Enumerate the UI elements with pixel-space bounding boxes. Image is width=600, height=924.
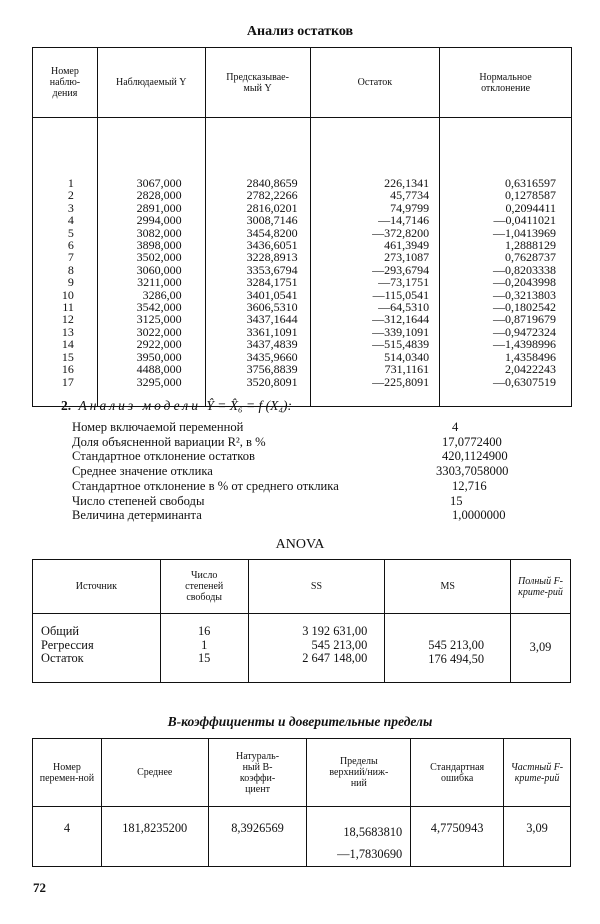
anova-source-total: Общий bbox=[41, 624, 80, 638]
cell-observed: 3950,000 bbox=[97, 351, 205, 363]
col-residual: Остаток bbox=[310, 48, 440, 118]
coef-col-mean: Среднее bbox=[101, 739, 208, 807]
cell-residual: 731,1161 bbox=[310, 363, 440, 375]
anova-ss-residual: 2 647 148,00 bbox=[302, 651, 368, 666]
cell-observed: 3295,000 bbox=[97, 376, 205, 407]
model-item-value: 17,0772400 bbox=[442, 434, 502, 449]
table-row bbox=[33, 276, 572, 288]
coef-se: 4,7750943 bbox=[411, 807, 504, 867]
table-row bbox=[33, 363, 572, 375]
cell-obs-number: 17 bbox=[33, 376, 98, 407]
table-row bbox=[33, 214, 572, 226]
cell-obs-number: 7 bbox=[33, 251, 98, 263]
page-number: 72 bbox=[33, 880, 46, 895]
cell-predicted: 3401,0541 bbox=[205, 289, 310, 301]
cell-normal-dev: 2,0422243 bbox=[440, 363, 572, 375]
cell-residual: —312,1644 bbox=[310, 313, 440, 325]
model-heading bbox=[61, 398, 292, 414]
cell-obs-number: 3 bbox=[33, 202, 98, 214]
cell-residual: 461,3949 bbox=[310, 239, 440, 251]
model-item-value: 4 bbox=[452, 420, 459, 434]
cell-observed: 3211,000 bbox=[97, 276, 205, 288]
anova-ms-regression: 545 213,00 bbox=[428, 638, 485, 652]
col-predicted: Предсказывае-мый Y bbox=[205, 48, 310, 118]
cell-observed: 4488,000 bbox=[97, 363, 205, 375]
anova-ms-cell bbox=[385, 614, 511, 683]
anova-f-cell bbox=[511, 614, 571, 683]
coef-var: 4 bbox=[33, 807, 102, 867]
anova-df-total: 16 bbox=[197, 624, 211, 638]
residuals-table bbox=[32, 47, 572, 407]
cell-observed: 3898,000 bbox=[97, 239, 205, 251]
cell-predicted: 2816,0201 bbox=[205, 202, 310, 214]
anova-col-df: Число степеней свободы bbox=[160, 560, 248, 614]
cell-observed: 2828,000 bbox=[97, 189, 205, 201]
cell-predicted: 3361,1091 bbox=[205, 326, 310, 338]
table-row bbox=[33, 118, 572, 190]
model-item-value: 12,716 bbox=[452, 478, 487, 493]
cell-residual: —515,4839 bbox=[310, 338, 440, 350]
cell-obs-number: 15 bbox=[33, 351, 98, 363]
anova-col-source: Источник bbox=[33, 560, 161, 614]
cell-predicted: 3756,8839 bbox=[205, 363, 310, 375]
cell-residual: —339,1091 bbox=[310, 326, 440, 338]
model-heading-number: 2. bbox=[61, 398, 72, 413]
cell-predicted: 3437,4839 bbox=[205, 338, 310, 350]
cell-normal-dev: —0,3213803 bbox=[440, 289, 572, 301]
anova-df-regression: 1 bbox=[201, 637, 208, 652]
cell-obs-number: 1 bbox=[33, 118, 98, 190]
cell-residual: 74,9799 bbox=[310, 202, 440, 214]
cell-residual: —225,8091 bbox=[310, 376, 440, 407]
cell-obs-number: 2 bbox=[33, 189, 98, 201]
anova-sources bbox=[33, 614, 161, 683]
table-row bbox=[33, 313, 572, 325]
cell-observed: 2922,000 bbox=[97, 338, 205, 350]
table-row bbox=[33, 351, 572, 363]
cell-obs-number: 4 bbox=[33, 214, 98, 226]
cell-predicted: 3454,8200 bbox=[205, 227, 310, 239]
cell-obs-number: 16 bbox=[33, 363, 98, 375]
cell-obs-number: 12 bbox=[33, 313, 98, 325]
cell-observed: 3542,000 bbox=[97, 301, 205, 313]
anova-df-cell bbox=[160, 614, 248, 683]
table-row bbox=[33, 301, 572, 313]
model-item-label: Номер включаемой переменной bbox=[72, 420, 244, 434]
cell-predicted: 3437,1644 bbox=[205, 313, 310, 325]
model-item-label: Число степеней свободы bbox=[72, 493, 205, 508]
cell-observed: 3067,000 bbox=[97, 118, 205, 190]
cell-normal-dev: —1,0413969 bbox=[440, 227, 572, 239]
anova-col-f: Полный F-крите-рий bbox=[511, 560, 571, 614]
model-item-label: Величина детерминанта bbox=[72, 508, 202, 523]
cell-residual: 226,1341 bbox=[310, 118, 440, 190]
anova-ms-residual: 176 494,50 bbox=[428, 651, 485, 666]
cell-obs-number: 8 bbox=[33, 264, 98, 276]
model-item-label: Стандартное отклонение остатков bbox=[72, 449, 256, 464]
anova-col-ms: MS bbox=[385, 560, 511, 614]
cell-predicted: 3353,6794 bbox=[205, 264, 310, 276]
table-row bbox=[33, 289, 572, 301]
table-row bbox=[33, 227, 572, 239]
anova-source-regression: Регрессия bbox=[41, 637, 94, 652]
cell-residual: —115,0541 bbox=[310, 289, 440, 301]
col-obs-number: Номер наблю-дения bbox=[33, 48, 98, 118]
cell-obs-number: 13 bbox=[33, 326, 98, 338]
cell-predicted: 3008,7146 bbox=[205, 214, 310, 226]
anova-table bbox=[32, 559, 571, 683]
cell-observed: 3022,000 bbox=[97, 326, 205, 338]
cell-normal-dev: 0,1278587 bbox=[440, 189, 572, 201]
coef-limits bbox=[307, 807, 411, 867]
anova-f-value: 3,09 bbox=[529, 640, 552, 654]
cell-normal-dev: 1,4358496 bbox=[440, 351, 572, 363]
coef-col-f: Частный F-крите-рий bbox=[504, 739, 571, 807]
cell-residual: —64,5310 bbox=[310, 301, 440, 313]
cell-normal-dev: —0,0411021 bbox=[440, 214, 572, 226]
cell-normal-dev: —0,9472324 bbox=[440, 326, 572, 338]
coef-col-limits: Пределы верхний/ниж-ний bbox=[307, 739, 411, 807]
cell-normal-dev: —0,8203338 bbox=[440, 264, 572, 276]
model-item-label: Среднее значение отклика bbox=[72, 464, 213, 479]
anova-ss-total: 3 192 631,00 bbox=[302, 624, 368, 638]
model-heading-text: Анализ модели bbox=[78, 398, 201, 413]
coef-upper: 18,5683810 bbox=[343, 825, 403, 839]
cell-obs-number: 14 bbox=[33, 338, 98, 350]
coef-col-var: Номер перемен-ной bbox=[33, 739, 102, 807]
model-item-value: 1,0000000 bbox=[452, 508, 506, 523]
model-item-value: 3303,7058000 bbox=[436, 464, 509, 479]
cell-predicted: 3228,8913 bbox=[205, 251, 310, 263]
cell-residual: 514,0340 bbox=[310, 351, 440, 363]
cell-obs-number: 10 bbox=[33, 289, 98, 301]
cell-predicted: 2840,8659 bbox=[205, 118, 310, 190]
cell-observed: 3502,000 bbox=[97, 251, 205, 263]
cell-residual: 45,7734 bbox=[310, 189, 440, 201]
cell-predicted: 3284,1751 bbox=[205, 276, 310, 288]
cell-normal-dev: —0,1802542 bbox=[440, 301, 572, 313]
col-observed: Наблюдаемый Y bbox=[97, 48, 205, 118]
cell-residual: —372,8200 bbox=[310, 227, 440, 239]
table-row bbox=[33, 264, 572, 276]
anova-ss-regression: 545 213,00 bbox=[311, 637, 368, 652]
anova-ss-cell bbox=[248, 614, 385, 683]
anova-source-residual: Остаток bbox=[41, 651, 84, 666]
coef-col-b: Натураль-ный B-коэффи-циент bbox=[208, 739, 307, 807]
anova-col-ss: SS bbox=[248, 560, 385, 614]
cell-normal-dev: 0,7628737 bbox=[440, 251, 572, 263]
cell-normal-dev: 0,2094411 bbox=[440, 202, 572, 214]
table-row bbox=[33, 326, 572, 338]
cell-observed: 2994,000 bbox=[97, 214, 205, 226]
model-item-value: 420,1124900 bbox=[442, 449, 508, 464]
cell-residual: —293,6794 bbox=[310, 264, 440, 276]
model-heading-formula: Ŷ = X̂₆ = f (X₄): bbox=[206, 398, 293, 413]
cell-normal-dev: —0,6307519 bbox=[440, 376, 572, 407]
coef-f: 3,09 bbox=[504, 807, 571, 867]
cell-observed: 3125,000 bbox=[97, 313, 205, 325]
cell-obs-number: 6 bbox=[33, 239, 98, 251]
coef-title: B-коэффициенты и доверительные пределы bbox=[167, 714, 433, 729]
cell-observed: 3286,00 bbox=[97, 289, 205, 301]
coef-mean: 181,8235200 bbox=[101, 807, 208, 867]
coef-lower: —1,7830690 bbox=[337, 847, 403, 861]
model-item-label: Стандартное отклонение в % от среднего отклика bbox=[72, 478, 339, 493]
cell-residual: —73,1751 bbox=[310, 276, 440, 288]
col-normal-dev: Нормальное отклонение bbox=[440, 48, 572, 118]
cell-predicted: 3520,8091 bbox=[205, 376, 310, 407]
table-row bbox=[33, 239, 572, 251]
table-row bbox=[33, 189, 572, 201]
cell-predicted: 2782,2266 bbox=[205, 189, 310, 201]
cell-normal-dev: —0,2043998 bbox=[440, 276, 572, 288]
table-row bbox=[33, 251, 572, 263]
table-row bbox=[33, 202, 572, 214]
residuals-title: Анализ остатков bbox=[246, 24, 354, 39]
model-item-value: 15 bbox=[450, 493, 463, 508]
cell-obs-number: 11 bbox=[33, 301, 98, 313]
cell-predicted: 3606,5310 bbox=[205, 301, 310, 313]
anova-df-residual: 15 bbox=[197, 651, 211, 666]
cell-predicted: 3436,6051 bbox=[205, 239, 310, 251]
coef-b: 8,3926569 bbox=[208, 807, 307, 867]
coef-table bbox=[32, 738, 571, 867]
cell-observed: 2891,000 bbox=[97, 202, 205, 214]
coef-col-se: Стандартная ошибка bbox=[411, 739, 504, 807]
cell-normal-dev: 0,6316597 bbox=[440, 118, 572, 190]
table-row bbox=[33, 338, 572, 350]
model-item-label: Доля объясненной вариации R², в % bbox=[72, 434, 266, 449]
cell-obs-number: 5 bbox=[33, 227, 98, 239]
cell-observed: 3082,000 bbox=[97, 227, 205, 239]
cell-residual: —14,7146 bbox=[310, 214, 440, 226]
cell-normal-dev: —1,4398996 bbox=[440, 338, 572, 350]
cell-normal-dev: 1,2888129 bbox=[440, 239, 572, 251]
cell-observed: 3060,000 bbox=[97, 264, 205, 276]
anova-title: ANOVA bbox=[275, 537, 325, 552]
cell-normal-dev: —0,8719679 bbox=[440, 313, 572, 325]
cell-predicted: 3435,9660 bbox=[205, 351, 310, 363]
cell-residual: 273,1087 bbox=[310, 251, 440, 263]
cell-obs-number: 9 bbox=[33, 276, 98, 288]
